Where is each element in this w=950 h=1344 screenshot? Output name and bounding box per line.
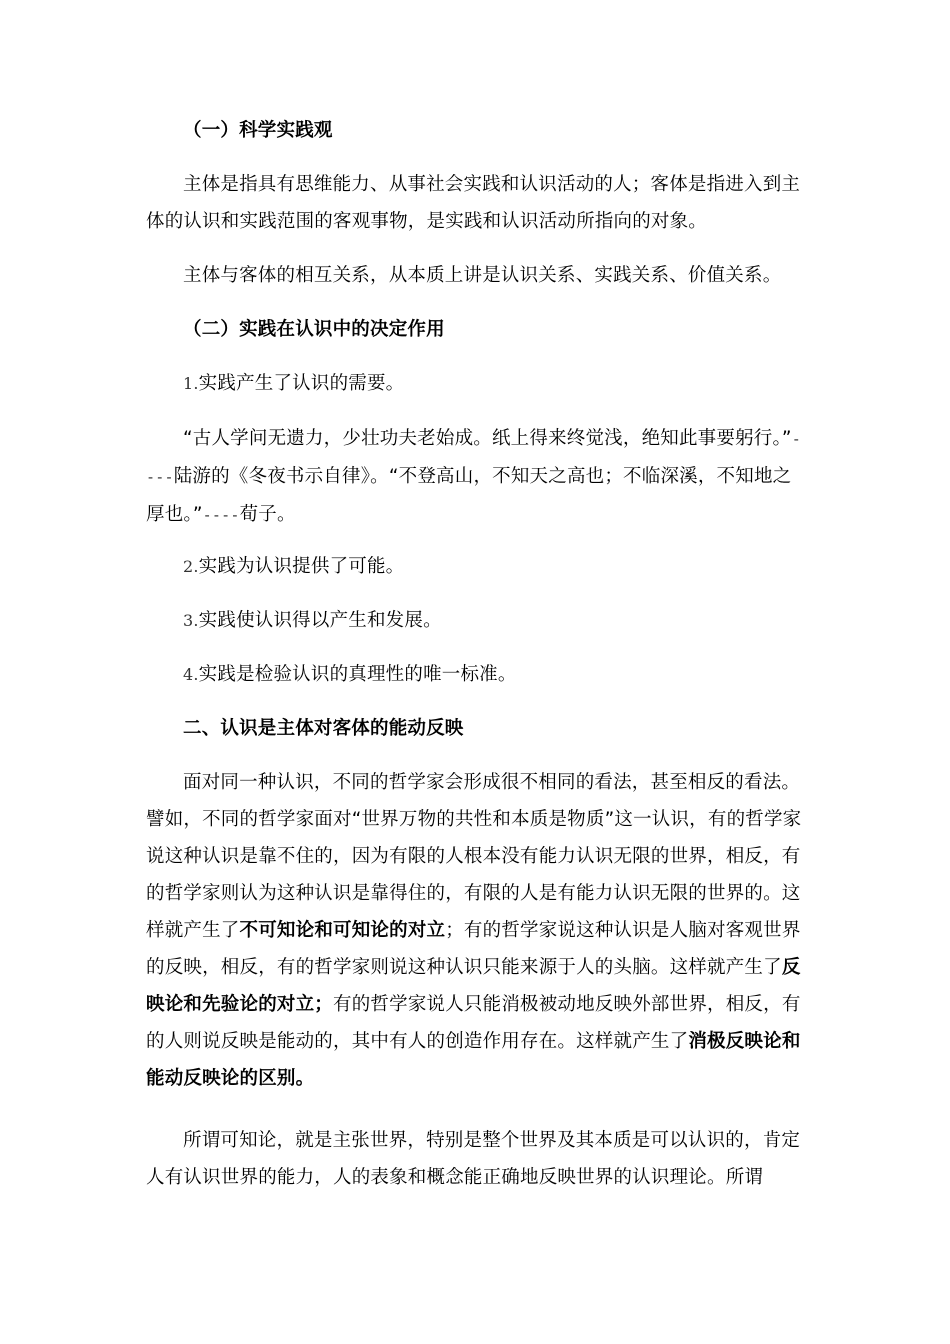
paragraph-knowability: 所谓可知论，就是主张世界，特别是整个世界及其本质是可以认识的，肯定人有认识世界的能力，人的表象和概念能正确地反映世界的认识理论。所谓 [146, 1130, 801, 1188]
emphasis-agnosticism: 不可知论和可知论的对立 [239, 920, 446, 941]
list-item-2 [146, 548, 806, 585]
section-heading-1: （一）科学实践观 [183, 120, 333, 141]
list-text: 实践使认识得以产生和发展。 [198, 610, 442, 631]
paragraph-subject-object: 主体是指具有思维能力、从事社会实践和认识活动的人；客体是指进入到主体的认识和实践范围的客观事物，是实践和认识活动所指向的对象。 [146, 174, 801, 232]
quote-author: 荀子。 [239, 504, 296, 525]
section-heading-2: （二）实践在认识中的决定作用 [183, 319, 445, 340]
list-item-4 [146, 656, 806, 693]
quote-xunzi: 陆游的《冬夜书示自律》。“不登高山，不知天之高也；不临深溪，不知地之厚也。” [146, 466, 792, 525]
list-item-1 [146, 365, 806, 402]
list-number: 4. [183, 665, 199, 684]
section-heading-3: 二、认识是主体对客体的能动反映 [183, 718, 464, 739]
list-text: 实践产生了认识的需要。 [198, 373, 405, 394]
paragraph-relations: 主体与客体的相互关系，从本质上讲是认识关系、实践关系、价值关系。 [183, 265, 782, 286]
paragraph-philosophers [146, 764, 806, 1097]
emphasis-reflection-apriorism: 反映论和先验论的对立； [146, 957, 801, 1015]
list-text: 实践为认识提供了可能。 [198, 556, 405, 577]
paragraph-text: ；有的哲学家说这种认识是人脑对客观世界的反映，相反，有的哲学家则说这种认识只能来源于人的头脑。这样就产生了 [146, 920, 801, 978]
paragraph-quotes [146, 420, 806, 534]
paragraph-text: 有的哲学家说人只能消极被动地反映外部世界，相反，有的人则说反映是能动的，其中有人的创造作用存在。这样就产生了 [146, 994, 801, 1052]
quote-lu-you: “古人学问无遗力，少壮功夫老始成。纸上得来终觉浅，绝知此事要躬行。” [183, 428, 792, 449]
emphasis-passive-active: 消极反映论和能动反映论的区别。 [146, 1031, 801, 1089]
dash-separator: ---- [202, 506, 240, 524]
list-item-3 [146, 602, 806, 639]
list-text: 实践是检验认识的真理性的唯一标准。 [198, 664, 517, 685]
list-number: 3. [183, 611, 199, 630]
list-number: 2. [183, 557, 199, 576]
paragraph-text: 面对同一种认识，不同的哲学家会形成很不相同的看法，甚至相反的看法。譬如，不同的哲学家面对“世界万物的共性和本质是物质”这一认识，有的哲学家说这种认识是靠不住的，因为有限的人根本没有能力认识无限的世界，相反，有的哲学家则认为这种认识是靠得住的，有限的人是有能力认识无限的世界的。这样就产生了 [146, 772, 802, 941]
dash-separator: ---- [146, 430, 801, 486]
list-number: 1. [183, 374, 199, 393]
